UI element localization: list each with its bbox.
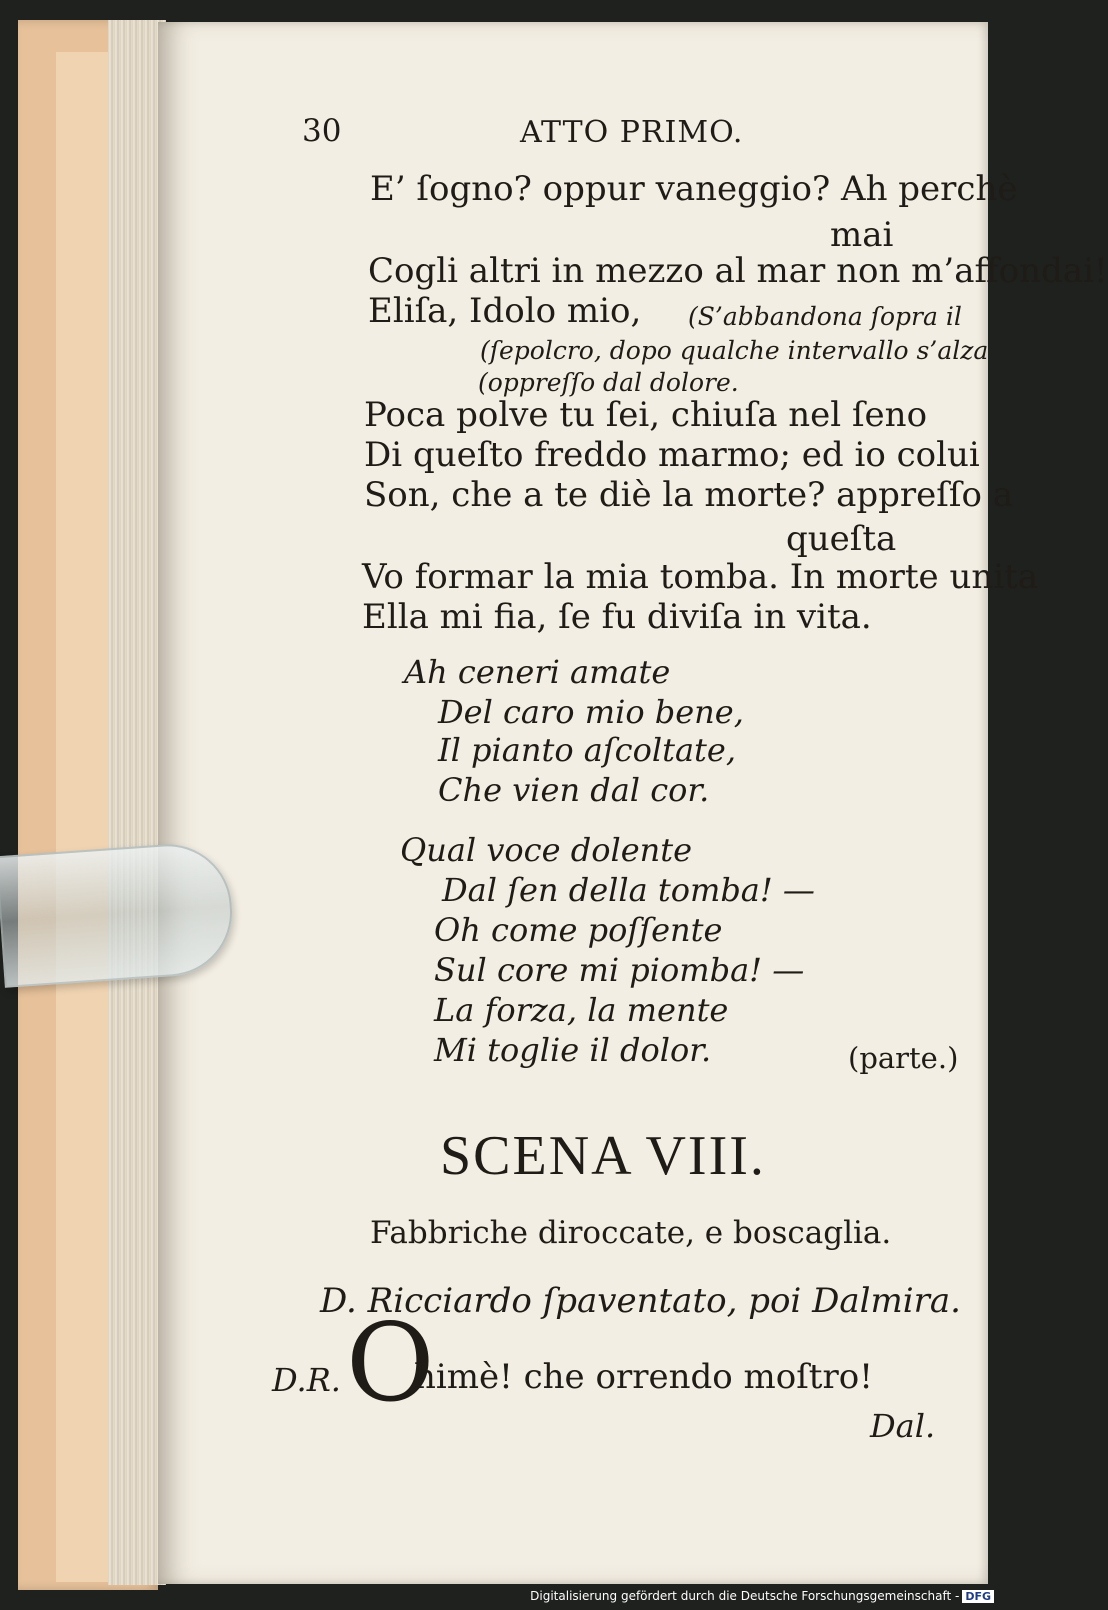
verse-line: Son, che a te diè la morte? appreſſo a: [364, 475, 1014, 515]
verse-line: Cogli altri in mezzo al mar non m’affondai!: [368, 251, 1108, 291]
dfg-logo-icon: DFG: [962, 1590, 994, 1603]
aria-line: Oh come poſſente: [434, 911, 723, 949]
aria-line: Dal ſen della tomba! —: [442, 871, 815, 909]
aria-line: La forza, la mente: [434, 991, 729, 1029]
speaker-label: D.R.: [272, 1361, 341, 1399]
book-page: [158, 22, 1108, 1584]
verse-line: mai: [830, 215, 894, 255]
stage-direction: (ſepolcro, dopo qualche intervallo s’alza: [480, 336, 989, 365]
drop-cap: O: [346, 1301, 435, 1426]
verse-line: Eliſa, Idolo mio,: [368, 291, 642, 331]
verse-line: E’ ſogno? oppur vaneggio? Ah perchè: [370, 169, 1018, 209]
running-title: ATTO PRIMO.: [520, 115, 744, 150]
aria-line: Ah ceneri amate: [404, 653, 671, 691]
scene-title: SCENA VIII.: [440, 1125, 766, 1187]
stage-direction: (S’abbandona ſopra il: [688, 302, 962, 331]
verse-line: Poca polve tu ſei, chiuſa nel ſeno: [364, 395, 928, 435]
aria-line: Che vien dal cor.: [438, 771, 710, 809]
digitization-credit: [530, 1589, 994, 1603]
aria-line: Sul core mi piomba! —: [434, 951, 805, 989]
exit-direction: (parte.): [848, 1041, 959, 1075]
aria-line: Qual voce dolente: [400, 831, 693, 869]
stage-direction: (oppreſſo dal dolore.: [478, 368, 739, 397]
verse-line: Di queſto freddo marmo; ed io colui: [364, 435, 980, 475]
scene-setting: Fabbriche diroccate, e boscaglia.: [370, 1215, 892, 1251]
aria-line: Mi toglie il dolor.: [434, 1031, 712, 1069]
scene-characters: D. Ricciardo ſpaventato, poi Dalmira.: [320, 1281, 961, 1321]
page-number: 30: [302, 113, 342, 149]
verse-line: queſta: [786, 519, 897, 559]
verse-line: Vo formar la mia tomba. In morte unita: [362, 557, 1039, 597]
aria-line: Del caro mio bene,: [438, 693, 744, 731]
catchword: Dal.: [870, 1407, 936, 1445]
glass-page-clip: [0, 840, 236, 988]
aria-line: Il pianto aſcoltate,: [438, 731, 736, 769]
verse-line: Ella mi fia, ſe fu diviſa in vita.: [362, 597, 872, 637]
credit-text: Digitalisierung gefördert durch die Deutsche Forschungsgemeinschaft -: [530, 1589, 960, 1603]
dialogue-line: himè! che orrendo moſtro!: [414, 1357, 873, 1397]
